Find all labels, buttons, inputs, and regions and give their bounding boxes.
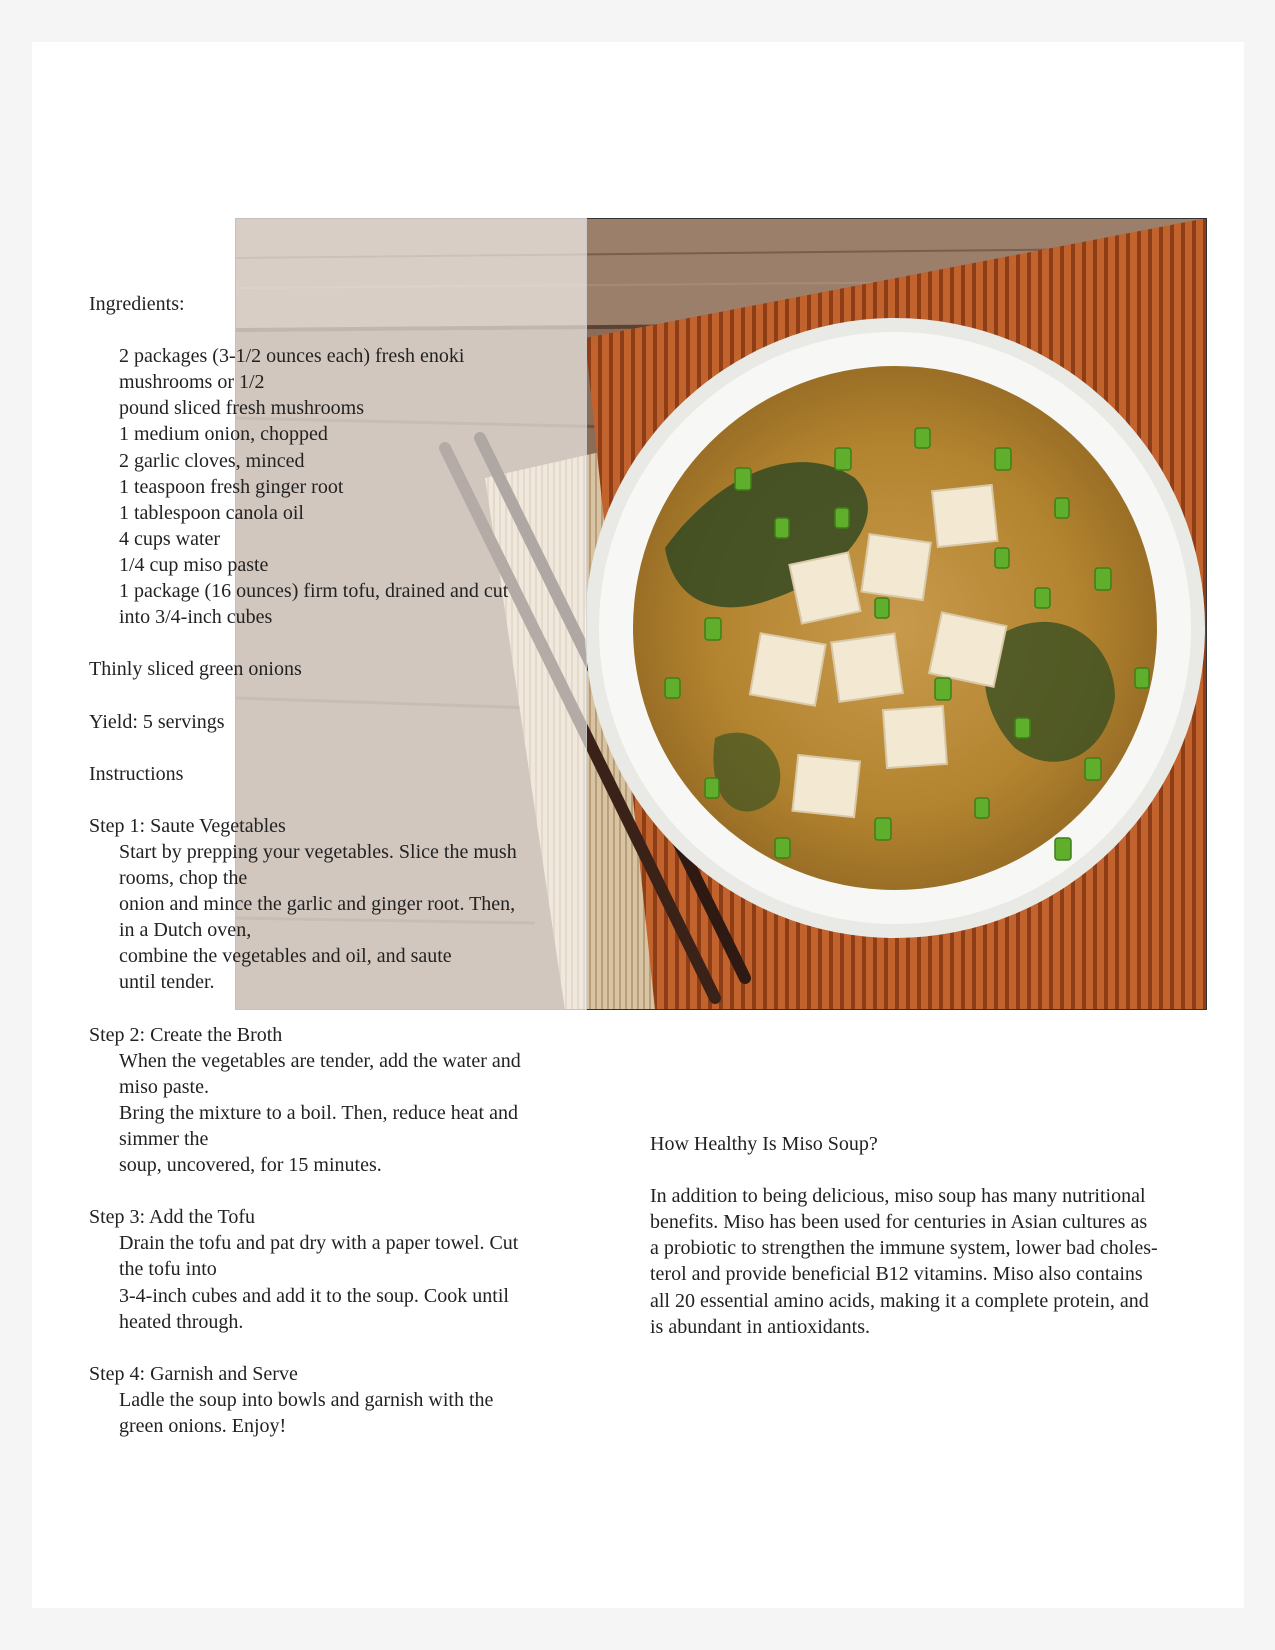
garnish-line: Thinly sliced green onions xyxy=(89,658,302,681)
step-line: in a Dutch oven, xyxy=(119,919,252,942)
step-line: Start by prepping your vegetables. Slice the mush xyxy=(119,840,517,863)
health-line: benefits. Miso has been used for centuries in Asian cultures as xyxy=(650,1211,1148,1234)
ingredient-line: 1 teaspoon fresh ginger root xyxy=(119,475,344,498)
step-line: onion and mince the garlic and ginger root. Then, xyxy=(119,893,516,916)
health-line: all 20 essential amino acids, making it a complete protein, and xyxy=(650,1289,1149,1312)
step-body xyxy=(89,1387,521,1439)
step-line: until tender. xyxy=(119,971,215,994)
ingredient-line: into 3/4-inch cubes xyxy=(119,606,273,629)
step-line: miso paste. xyxy=(119,1075,209,1098)
health-line: terol and provide beneficial B12 vitamins. Miso also contains xyxy=(650,1263,1143,1286)
health-line: In addition to being delicious, miso soup has many nutritional xyxy=(650,1185,1146,1208)
step-title: Step 2: Create the Broth xyxy=(89,1023,283,1046)
step-line: heated through. xyxy=(119,1310,244,1333)
step-title: Step 4: Garnish and Serve xyxy=(89,1362,298,1385)
step-title: Step 1: Saute Vegetables xyxy=(89,814,286,837)
health-section xyxy=(650,1131,1158,1340)
instructions-heading: Instructions xyxy=(89,762,184,785)
step-line: the tofu into xyxy=(119,1258,217,1281)
ingredient-line: 1 tablespoon canola oil xyxy=(119,501,304,524)
ingredient-line: 2 packages (3-1/2 ounces each) fresh enoki xyxy=(119,345,465,368)
ingredient-line: pound sliced fresh mushrooms xyxy=(119,397,364,420)
step-body xyxy=(89,839,521,996)
step-line: 3-4-inch cubes and add it to the soup. Cook until xyxy=(119,1284,509,1307)
health-line: is abundant in antioxidants. xyxy=(650,1315,870,1338)
step-line: rooms, chop the xyxy=(119,867,248,890)
health-heading: How Healthy Is Miso Soup? xyxy=(650,1133,878,1155)
ingredient-line: mushrooms or 1/2 xyxy=(119,371,265,394)
step-body xyxy=(89,1230,521,1334)
yield-line: Yield: 5 servings xyxy=(89,710,225,733)
step-title: Step 3: Add the Tofu xyxy=(89,1206,256,1229)
step-line: simmer the xyxy=(119,1128,209,1150)
ingredients-list xyxy=(89,343,521,630)
ingredient-line: 2 garlic cloves, minced xyxy=(119,449,305,472)
step-line: soup, uncovered, for 15 minutes. xyxy=(119,1154,382,1177)
health-line: a probiotic to strengthen the immune system, lower bad choles- xyxy=(650,1237,1158,1260)
step-body xyxy=(89,1048,521,1178)
ingredient-line: 4 cups water xyxy=(119,527,221,550)
step-line: Drain the tofu and pat dry with a paper towel. Cut xyxy=(119,1232,519,1255)
ingredients-heading: Ingredients: xyxy=(89,293,185,315)
step-line: Bring the mixture to a boil. Then, reduce heat and xyxy=(119,1101,518,1124)
step-line: green onions. Enjoy! xyxy=(119,1415,287,1438)
step-line: Ladle the soup into bowls and garnish with the xyxy=(119,1388,494,1411)
recipe-column xyxy=(89,291,521,1439)
ingredient-line: 1 medium onion, chopped xyxy=(119,423,328,446)
step-line: combine the vegetables and oil, and saute xyxy=(119,945,452,968)
step-line: When the vegetables are tender, add the water and xyxy=(119,1049,521,1072)
ingredient-line: 1/4 cup miso paste xyxy=(119,553,269,576)
ingredient-line: 1 package (16 ounces) firm tofu, drained and cut xyxy=(119,580,509,603)
